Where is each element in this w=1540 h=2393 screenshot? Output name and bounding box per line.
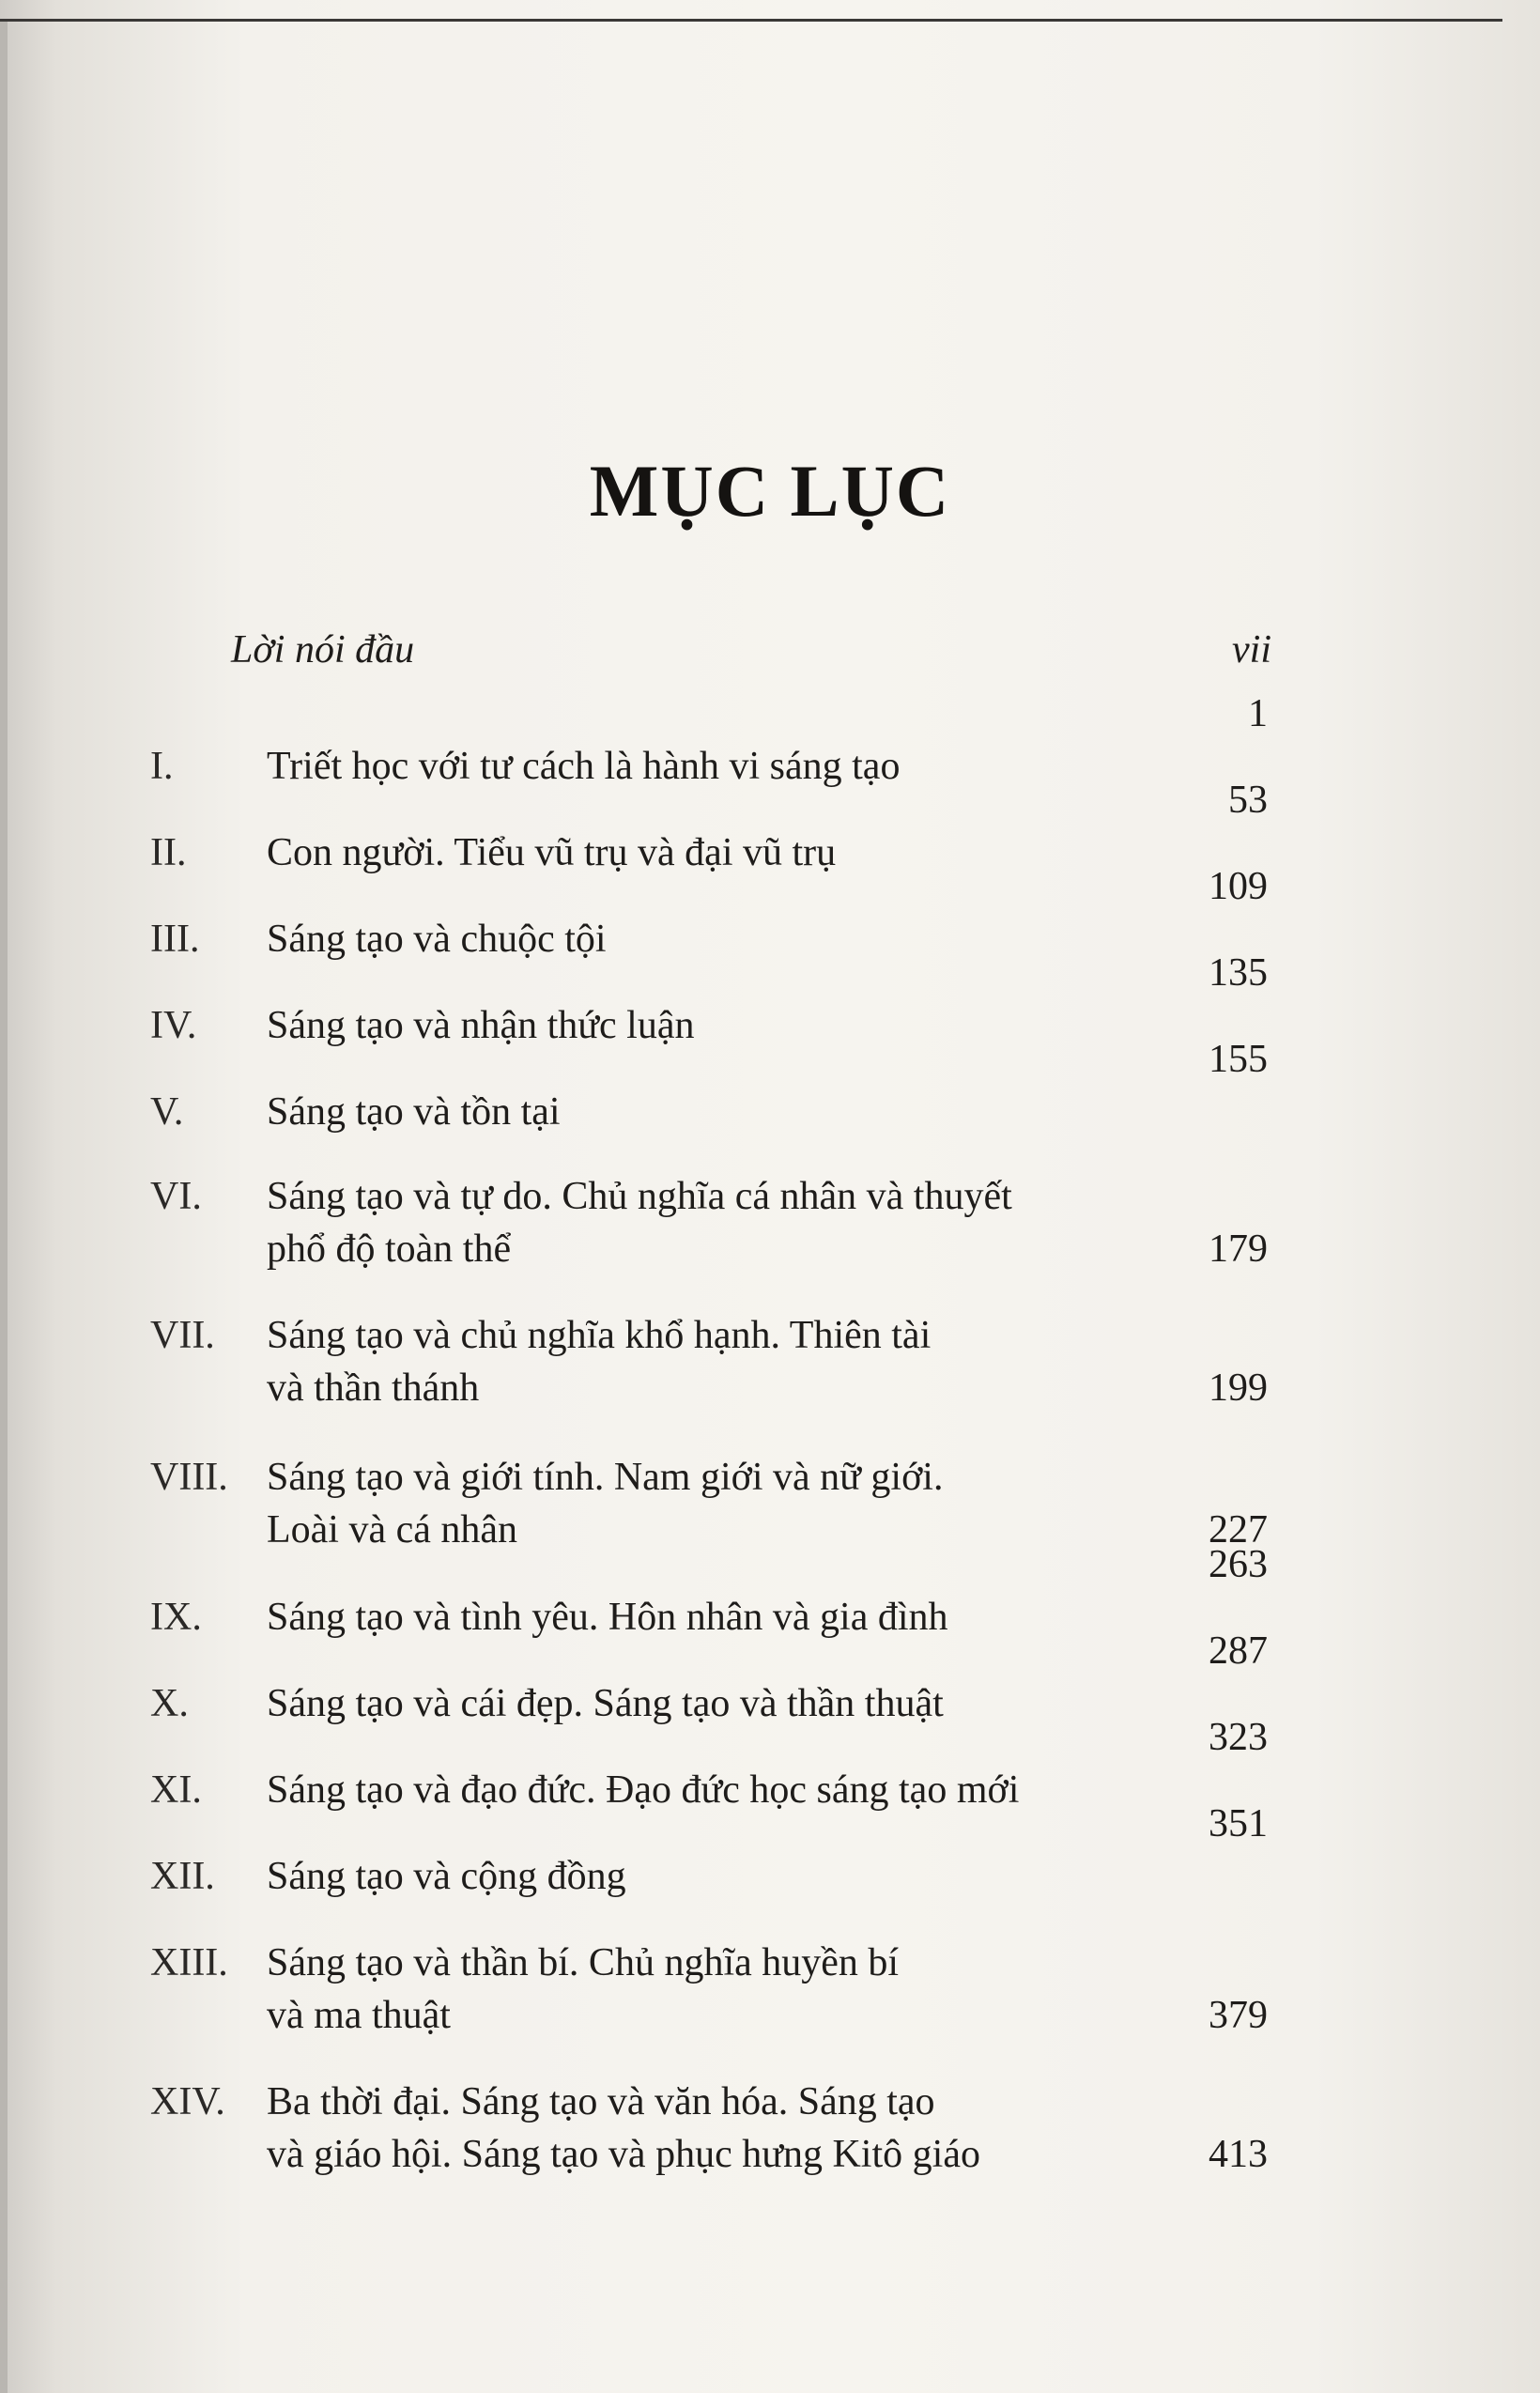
- chapter-title: [267, 1451, 1093, 1556]
- chapter-page: 155: [1209, 1038, 1268, 1081]
- chapter-page: 109: [1209, 865, 1268, 908]
- toc-entry[interactable]: [150, 2076, 1268, 2181]
- toc-entry[interactable]: [150, 1309, 1268, 1414]
- chapter-page: 135: [1209, 951, 1268, 995]
- chapter-title: [267, 1309, 1093, 1414]
- chapter-title-line: Sáng tạo và cái đẹp. Sáng tạo và thần thuật: [267, 1682, 944, 1725]
- chapter-title: [267, 1086, 1093, 1138]
- chapter-title-line: Sáng tạo và chuộc tội: [267, 918, 607, 961]
- chapter-number: III.: [150, 918, 200, 961]
- chapter-title-line: phổ độ toàn thể: [267, 1227, 512, 1271]
- toc-entry[interactable]: [150, 1170, 1268, 1275]
- chapter-title: [267, 999, 1093, 1052]
- chapter-title-line: Loài và cá nhân: [267, 1508, 518, 1552]
- chapter-title-line: Sáng tạo và tự do. Chủ nghĩa cá nhân và thuyết: [267, 1175, 1012, 1218]
- chapter-number: I.: [150, 745, 174, 788]
- chapter-number: XII.: [150, 1855, 215, 1898]
- chapter-page: 263: [1209, 1543, 1268, 1586]
- toc-entry[interactable]: [150, 1937, 1268, 2042]
- chapter-title-line: Sáng tạo và cộng đồng: [267, 1855, 626, 1898]
- chapter-title-line: Triết học với tư cách là hành vi sáng tạo: [267, 745, 901, 788]
- chapter-number: V.: [150, 1090, 184, 1134]
- chapter-title-line: Con người. Tiểu vũ trụ và đại vũ trụ: [267, 831, 837, 874]
- chapter-page: 379: [1209, 1994, 1268, 2037]
- chapter-title-line: Sáng tạo và nhận thức luận: [267, 1004, 695, 1047]
- chapter-title: [267, 913, 1093, 965]
- chapter-number: XIII.: [150, 1941, 228, 1984]
- chapter-title: [267, 1591, 1093, 1644]
- chapter-title: [267, 1937, 1093, 2042]
- chapter-page: 287: [1209, 1629, 1268, 1673]
- chapter-number: VIII.: [150, 1456, 228, 1499]
- chapter-title: [267, 2076, 1093, 2181]
- chapter-title-line: Sáng tạo và giới tính. Nam giới và nữ giới.: [267, 1456, 944, 1499]
- chapter-page: 227: [1209, 1508, 1268, 1552]
- chapter-page: 53: [1228, 779, 1268, 822]
- chapter-title-line: và giáo hội. Sáng tạo và phục hưng Kitô giáo: [267, 2133, 980, 2176]
- preface-page: vii: [1232, 628, 1271, 672]
- chapter-title: [267, 1677, 1093, 1730]
- chapter-title: [267, 740, 1093, 793]
- chapter-title: [267, 1170, 1093, 1275]
- chapter-title-line: và thần thánh: [267, 1366, 480, 1410]
- chapter-title-line: Sáng tạo và chủ nghĩa khổ hạnh. Thiên tài: [267, 1314, 932, 1357]
- chapter-page: 351: [1209, 1802, 1268, 1845]
- chapter-number: II.: [150, 831, 187, 874]
- chapter-page: 179: [1209, 1227, 1268, 1271]
- chapter-number: IV.: [150, 1004, 197, 1047]
- chapter-page: 199: [1209, 1366, 1268, 1410]
- chapter-title-line: Sáng tạo và tồn tại: [267, 1090, 561, 1134]
- chapter-title-line: Ba thời đại. Sáng tạo và văn hóa. Sáng tạo: [267, 2080, 935, 2123]
- toc-entry[interactable]: [150, 1451, 1268, 1556]
- chapter-page: 1: [1248, 692, 1268, 735]
- page-title: MỤC LỤC: [589, 450, 951, 532]
- preface-label: Lời nói đầu: [231, 628, 415, 672]
- chapter-title-line: và ma thuật: [267, 1994, 451, 2037]
- chapter-title-line: Sáng tạo và đạo đức. Đạo đức học sáng tạo mới: [267, 1768, 1020, 1812]
- chapter-title: [267, 826, 1093, 879]
- chapter-title-line: Sáng tạo và thần bí. Chủ nghĩa huyền bí: [267, 1941, 900, 1984]
- chapter-title: [267, 1764, 1093, 1816]
- chapter-number: VI.: [150, 1175, 202, 1218]
- chapter-number: X.: [150, 1682, 189, 1725]
- chapter-number: VII.: [150, 1314, 215, 1357]
- chapter-number: XI.: [150, 1768, 202, 1812]
- chapter-page: 323: [1209, 1716, 1268, 1759]
- chapter-title-line: Sáng tạo và tình yêu. Hôn nhân và gia đình: [267, 1596, 948, 1639]
- chapter-number: XIV.: [150, 2080, 225, 2123]
- chapter-number: IX.: [150, 1596, 202, 1639]
- chapter-title: [267, 1850, 1093, 1903]
- chapter-page: 413: [1209, 2133, 1268, 2176]
